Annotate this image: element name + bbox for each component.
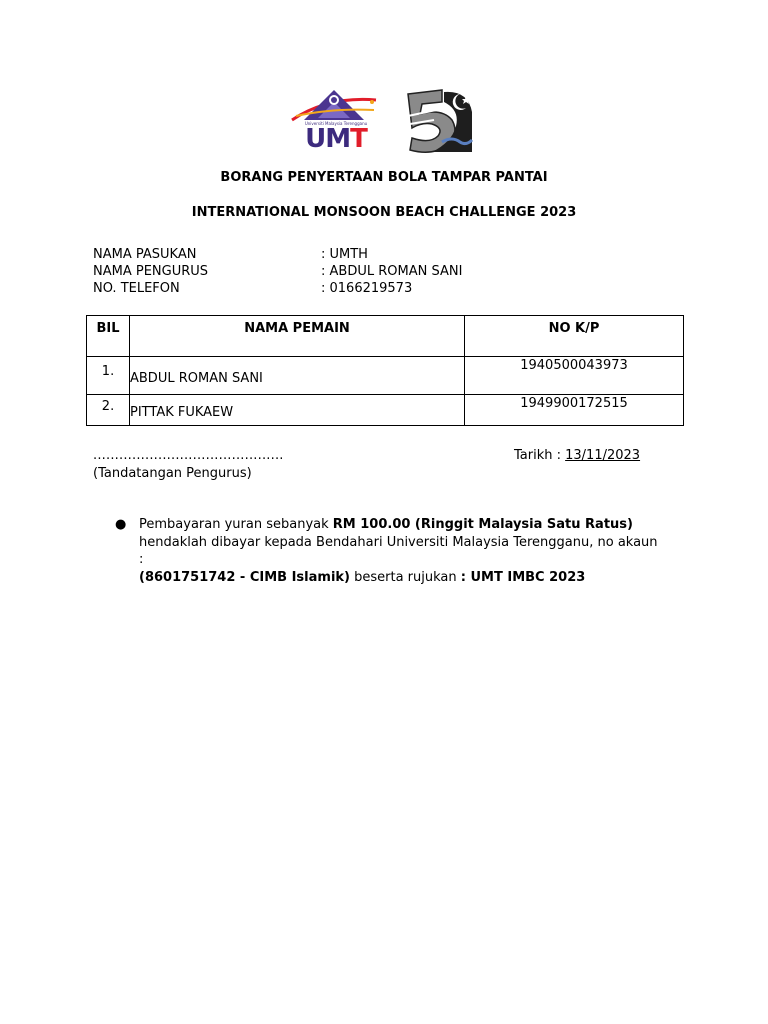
players-table [86, 315, 684, 426]
team-label: NAMA PASUKAN [93, 247, 197, 262]
row-bil: 2. [87, 395, 130, 426]
table-header-row [87, 316, 684, 357]
manager-value: : ABDUL ROMAN SANI [321, 264, 463, 279]
table-row [87, 357, 684, 395]
note-part-1: Pembayaran yuran sebanyak [139, 517, 333, 532]
header-nama-pemain: NAMA PEMAIN [130, 316, 465, 357]
table-row [87, 395, 684, 426]
umt-wordmark [296, 124, 376, 154]
phone-label: NO. TELEFON [93, 281, 180, 296]
team-value: : UMTH [321, 247, 368, 262]
manager-label: NAMA PENGURUS [93, 264, 209, 279]
note-amount: RM 100.00 (Ringgit Malaysia Satu Ratus) [332, 517, 633, 532]
row-kp: 1949900172515 [465, 395, 684, 426]
umt-emblem-icon [288, 86, 380, 126]
payment-note-text [139, 516, 659, 586]
header-bil: BIL [87, 316, 130, 357]
bullet-icon: ● [115, 517, 127, 532]
row-kp: 1940500043973 [465, 357, 684, 395]
date-value: 13/11/2023 [565, 448, 641, 463]
phone-value: : 0166219573 [321, 281, 413, 296]
umt-wordmark-t: T [350, 124, 367, 154]
note-account: (8601751742 - CIMB Islamik) [139, 569, 350, 585]
note-reference: : UMT IMBC 2023 [460, 569, 586, 585]
event-title: INTERNATIONAL MONSOON BEACH CHALLENGE 2023 [191, 205, 577, 220]
row-name: PITTAK FUKAEW [130, 395, 465, 426]
signature-label: (Tandatangan Pengurus) [93, 466, 252, 481]
date-label: Tarikh : [514, 448, 566, 463]
form-title: BORANG PENYERTAAN BOLA TAMPAR PANTAI [220, 170, 548, 185]
monsoon-beach-challenge-logo [402, 86, 474, 156]
header-logos [0, 86, 768, 156]
signature-line: ............................................ [93, 448, 284, 463]
row-name: ABDUL ROMAN SANI [130, 357, 465, 395]
umt-wordmark-um: UM [305, 124, 351, 154]
note-part-3: beserta rujukan [349, 569, 461, 585]
imbc-emblem-icon [402, 86, 474, 156]
umt-logo [288, 86, 380, 156]
date-field [514, 448, 640, 463]
note-part-2: hendaklah dibayar kepada Bendahari Universiti Malaysia Terengganu, no akaun : [139, 534, 658, 567]
row-bil: 1. [87, 357, 130, 395]
header-no-kp: NO K/P [465, 316, 684, 357]
umt-subtitle: Universiti Malaysia Terengganu [304, 121, 368, 126]
